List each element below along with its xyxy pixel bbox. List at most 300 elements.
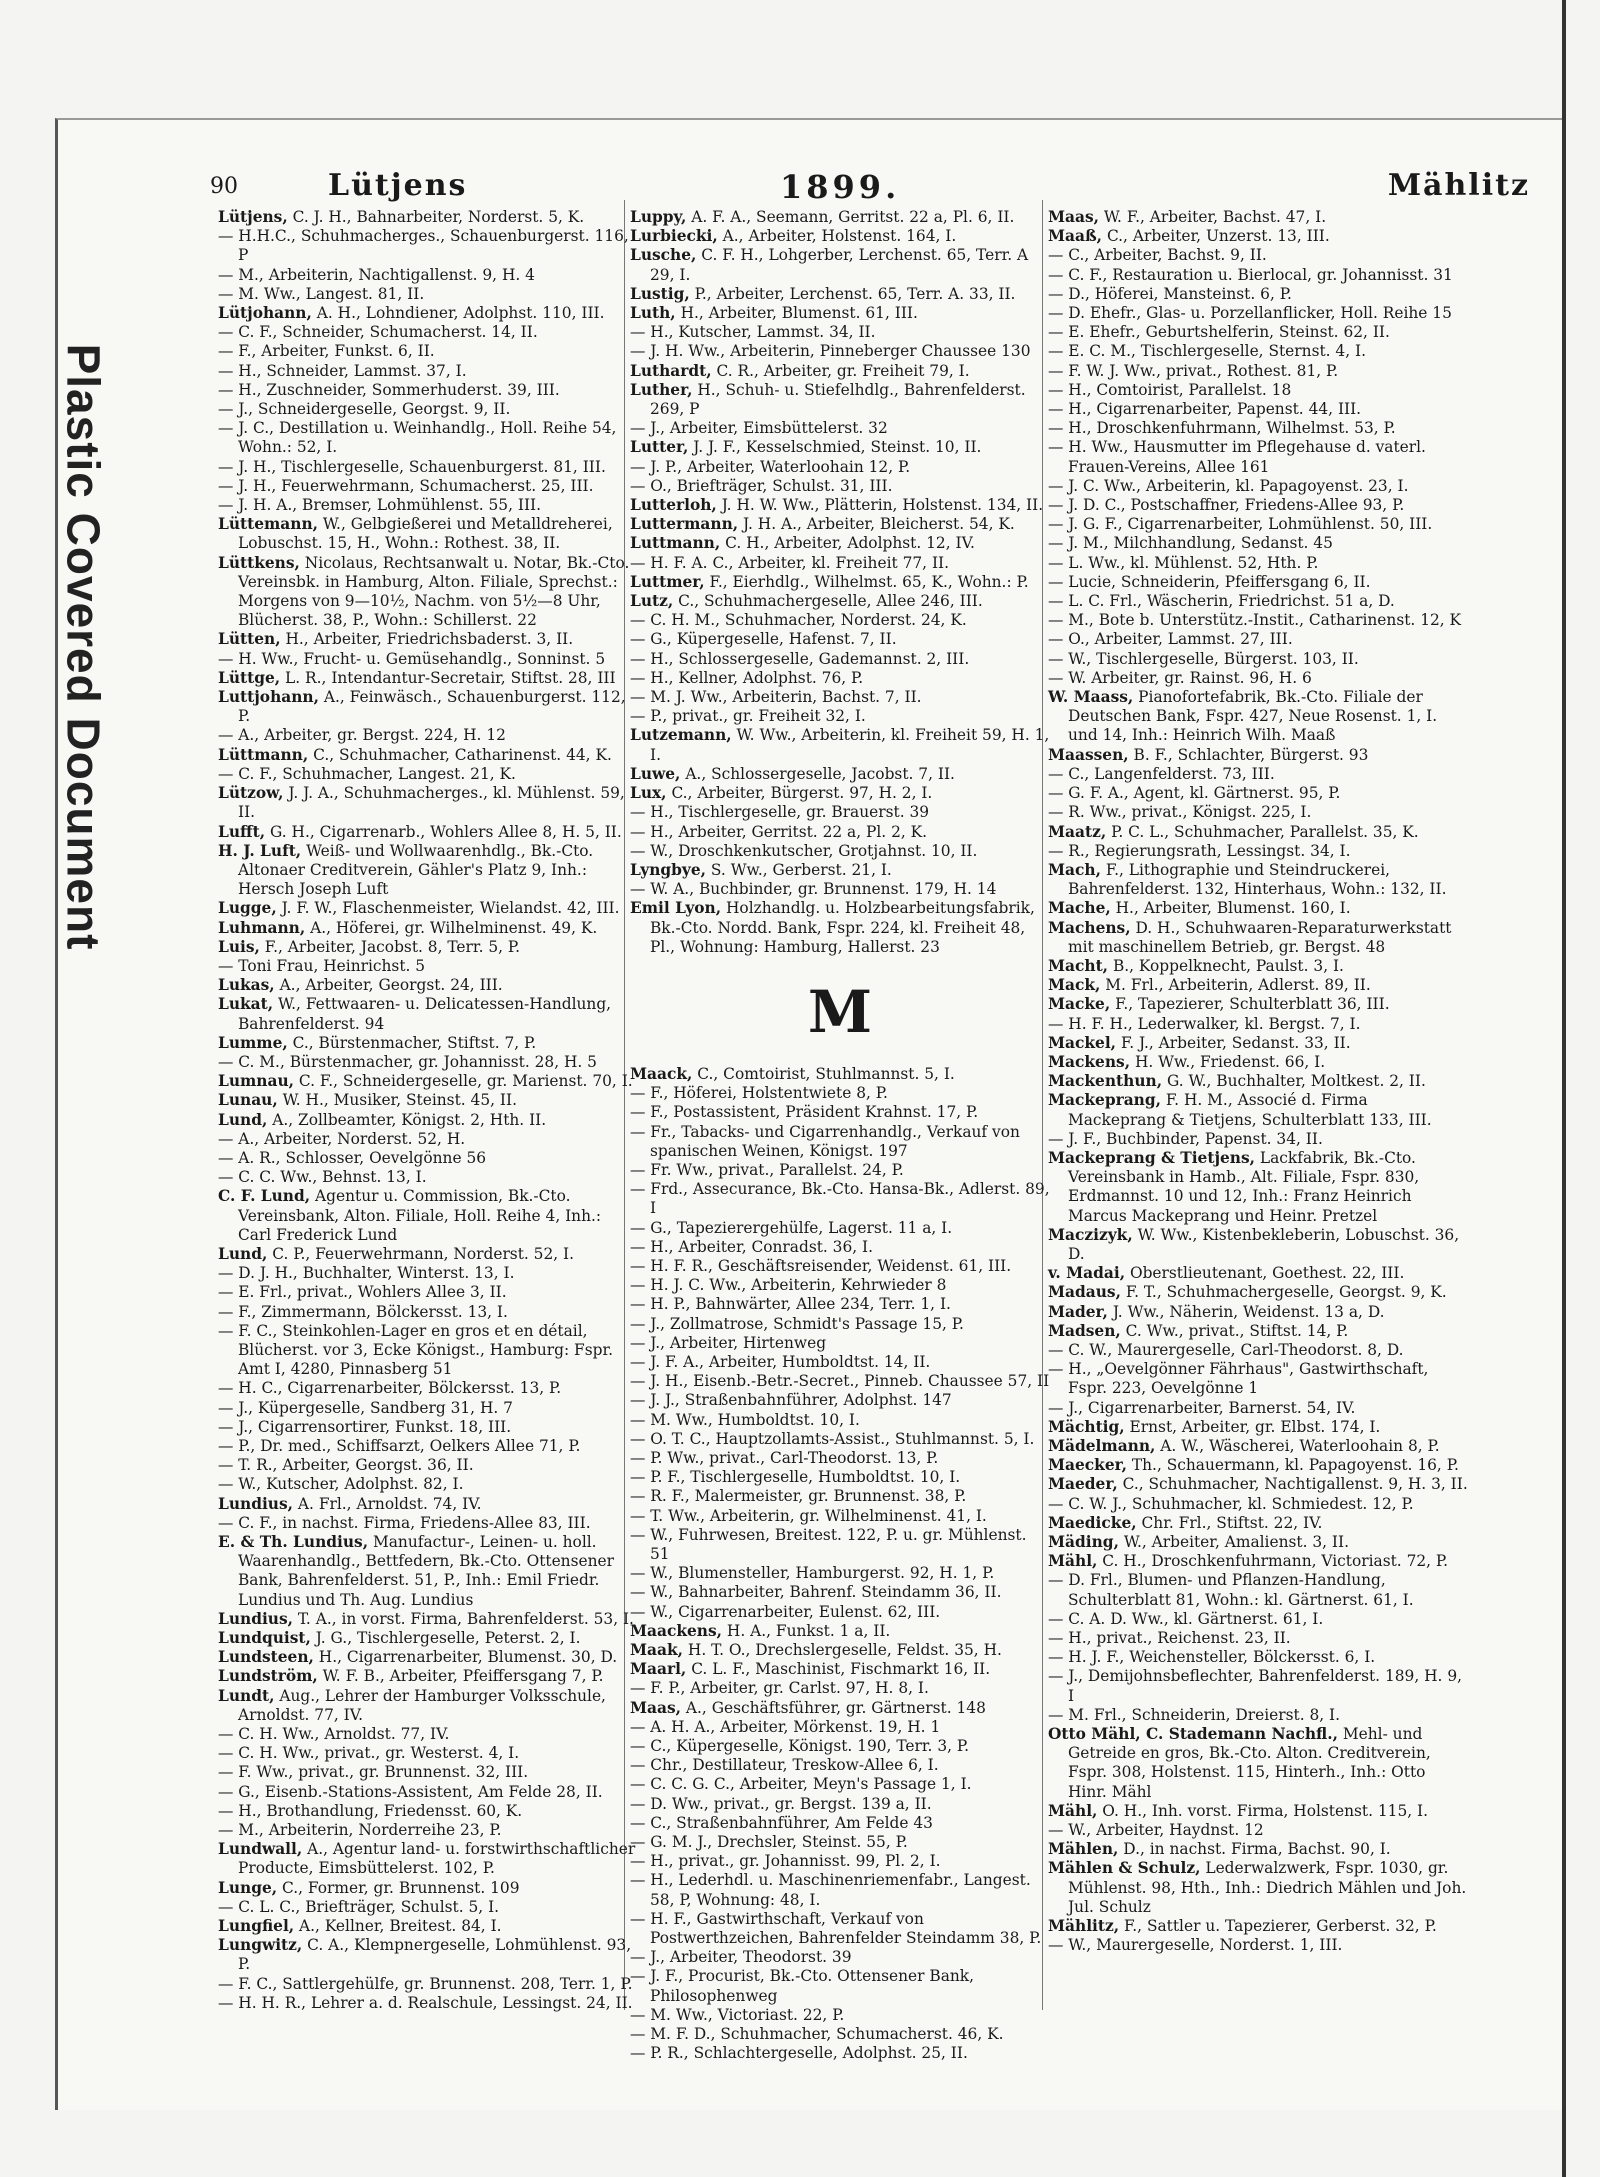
- directory-entry: [630, 1814, 1050, 1833]
- directory-entry: [1048, 1437, 1468, 1456]
- entry-name: Mädelmann,: [1048, 1437, 1156, 1455]
- directory-entry: [1048, 1283, 1468, 1302]
- directory-entry: [630, 342, 1050, 361]
- directory-entry: [218, 362, 638, 381]
- entry-details: Nicolaus, Rechtsanwalt u. Notar, Bk.-Cto. Vereinsbk. in Hamburg, Alton. Filiale, Sprechst.: Morgens von 9—10½, Nachm. von 5½—8 Uhr, Blücherst. 38, P., Wohn.: Schillerst. 22: [238, 553, 630, 630]
- directory-entry: [1048, 1015, 1468, 1034]
- entry-details: C. R., Arbeiter, gr. Freiheit 79, I.: [711, 361, 970, 380]
- entry-details: J. J. A., Schuhmacherges., kl. Mühlenst. 59, II.: [238, 784, 625, 822]
- directory-entry: [630, 515, 1050, 534]
- entry-details: — G. F. A., Agent, kl. Gärtnerst. 95, P.: [1048, 784, 1341, 803]
- entry-details: — C. H. M., Schuhmacher, Norderst. 24, K.: [630, 611, 967, 630]
- entry-details: — W., Droschkenkutscher, Grotjahnst. 10, II.: [630, 841, 978, 860]
- entry-details: — F., Höferei, Holstentwiete 8, P.: [630, 1084, 888, 1103]
- entry-name: Lyngbye,: [630, 860, 707, 879]
- directory-entry: [1048, 515, 1468, 534]
- directory-entry: [1048, 1053, 1468, 1072]
- entry-details: — F., Arbeiter, Funkst. 6, II.: [218, 342, 435, 361]
- entry-details: A. W., Wäscherei, Waterloohain 8, P.: [1155, 1437, 1440, 1455]
- entry-name: Maczizyk,: [1048, 1225, 1133, 1244]
- entry-details: H., Schuh- u. Stiefelhdlg., Bahrenfelderst. 269, P: [650, 380, 1026, 419]
- directory-entry: [1048, 1303, 1468, 1322]
- entry-name: Mächtig,: [1048, 1417, 1125, 1436]
- directory-entry: [630, 1487, 1050, 1506]
- entry-name: v. Madai,: [1048, 1264, 1126, 1283]
- entry-details: C. Ww., privat., Stiftst. 14, P.: [1120, 1321, 1349, 1340]
- entry-details: C., Schuhmacher, Nachtigallenst. 9, H. 3, II.: [1117, 1475, 1468, 1494]
- directory-entry: [218, 554, 638, 631]
- directory-entry: [630, 1833, 1050, 1852]
- entry-details: — H., Kellner, Adolphst. 76, P.: [630, 668, 864, 687]
- directory-entry: [630, 381, 1050, 419]
- directory-entry: [1048, 1418, 1468, 1437]
- entry-details: — T. R., Arbeiter, Georgst. 36, II.: [218, 1456, 474, 1475]
- entry-details: Lackfabrik, Bk.-Cto. Vereinsbank in Hamb., Alt. Filiale, Fspr. 830, Erdmannst. 10 und 12, Inh.: Franz Heinrich Marcus Mackeprang und Heinr. Pretzel: [1068, 1148, 1420, 1225]
- directory-entry: [218, 285, 638, 304]
- directory-entry: [218, 342, 638, 361]
- entry-name: Maak,: [630, 1641, 684, 1660]
- entry-details: F., Tapezierer, Schulterblatt 36, III.: [1110, 995, 1390, 1014]
- entry-details: — J. M., Milchhandlung, Sedanst. 45: [1048, 534, 1333, 553]
- year-heading: 1899.: [780, 168, 901, 206]
- entry-name: Lusche,: [630, 246, 697, 265]
- directory-entry: [1048, 496, 1468, 515]
- directory-entry: [218, 938, 638, 957]
- directory-entry: [218, 1283, 638, 1302]
- directory-entry: [1048, 1859, 1468, 1917]
- directory-entry: [1048, 1072, 1468, 1091]
- directory-entry: [630, 1948, 1050, 1967]
- directory-entry: [630, 650, 1050, 669]
- directory-entry: [630, 362, 1050, 381]
- entry-details: — H., Tischlergeselle, gr. Brauerst. 39: [630, 803, 930, 822]
- page-number: 90: [210, 174, 238, 199]
- directory-entry: [630, 477, 1050, 496]
- directory-entry: [630, 1103, 1050, 1122]
- directory-entry: [630, 1526, 1050, 1564]
- directory-entry: [218, 1456, 638, 1475]
- directory-entry: [218, 1264, 638, 1283]
- directory-entry: [1048, 1571, 1468, 1609]
- entry-details: — J., Zollmatrose, Schmidt's Passage 15, P.: [630, 1314, 964, 1333]
- entry-details: — C. W. J., Schuhmacher, kl. Schmiedest. 12, P.: [1048, 1494, 1414, 1513]
- entry-name: Mackeprang,: [1048, 1091, 1161, 1110]
- entry-details: — Fr., Tabacks- und Cigarrenhandlg., Verkauf von spanischen Weinen, Königst. 197: [630, 1122, 1020, 1160]
- entry-details: — Lucie, Schneiderin, Pfeiffersgang 6, II.: [1048, 572, 1371, 591]
- entry-details: H., Arbeiter, Friedrichsbaderst. 3, II.: [280, 630, 574, 649]
- directory-entry: [218, 1879, 638, 1898]
- entry-details: — J., Küpergeselle, Sandberg 31, H. 7: [218, 1398, 513, 1417]
- entry-name: Mählen,: [1048, 1840, 1119, 1859]
- directory-entry: [218, 1495, 638, 1514]
- entry-details: C., Schuhmacher, Catharinenst. 44, K.: [308, 745, 612, 764]
- directory-entry: [630, 1180, 1050, 1218]
- entry-name: Mäding,: [1048, 1533, 1119, 1552]
- entry-details: F. H. M., Associé d. Firma Mackeprang & Tietjens, Schulterblatt 133, III.: [1068, 1091, 1432, 1129]
- entry-details: — A., Arbeiter, Norderst. 52, H.: [218, 1129, 466, 1148]
- entry-details: — J. H., Tischlergeselle, Schauenburgerst. 81, III.: [218, 457, 606, 476]
- directory-entry: [218, 995, 638, 1033]
- entry-details: — H. P., Bahnwärter, Allee 234, Terr. 1, I.: [630, 1295, 951, 1314]
- entry-details: — C. F., Schuhmacher, Langest. 21, K.: [218, 764, 516, 783]
- entry-details: O. H., Inh. vorst. Firma, Holstenst. 115, I.: [1097, 1801, 1428, 1820]
- entry-name: Mackeprang & Tietjens,: [1048, 1148, 1256, 1167]
- right-headword: Mählitz: [1387, 168, 1530, 203]
- entry-details: H., Cigarrenarbeiter, Blumenst. 30, D.: [313, 1648, 618, 1667]
- entry-details: — C. W., Maurergeselle, Carl-Theodorst. 8, D.: [1048, 1340, 1404, 1359]
- directory-entry: [630, 246, 1050, 284]
- entry-details: F. T., Schuhmachergeselle, Georgst. 9, K.: [1120, 1283, 1447, 1302]
- entry-name: Lugge,: [218, 899, 277, 918]
- entry-name: Lundt,: [218, 1686, 275, 1705]
- directory-entry: [630, 534, 1050, 553]
- directory-entry: [218, 1687, 638, 1725]
- directory-entry: [218, 1629, 638, 1648]
- directory-entry: [630, 554, 1050, 573]
- entry-details: — G., Tapezierergehülfe, Lagerst. 11 a, I.: [630, 1218, 953, 1237]
- directory-entry: [1048, 419, 1468, 438]
- directory-entry: [1048, 304, 1468, 323]
- directory-entry: [1048, 1725, 1468, 1802]
- directory-entry: [630, 1353, 1050, 1372]
- directory-entry: [218, 957, 638, 976]
- directory-entry: [630, 765, 1050, 784]
- directory-entry: [630, 458, 1050, 477]
- directory-entry: [218, 1168, 638, 1187]
- entry-details: B., Koppelknecht, Paulst. 3, I.: [1108, 956, 1344, 975]
- directory-entry: [218, 304, 638, 323]
- entry-details: H. Ww., Friedenst. 66, I.: [1130, 1052, 1326, 1071]
- entry-details: C., Bürstenmacher, Stiftst. 7, P.: [287, 1033, 537, 1052]
- directory-entry: [630, 1257, 1050, 1276]
- entry-details: — Frd., Assecurance, Bk.-Cto. Hansa-Bk., Adlerst. 89, I: [630, 1180, 1050, 1218]
- directory-entry: [1048, 1226, 1468, 1264]
- entry-name: Maas,: [630, 1698, 682, 1717]
- entry-name: Lund,: [218, 1244, 268, 1263]
- directory-entry: [218, 1667, 638, 1686]
- directory-entry: [1048, 1514, 1468, 1533]
- entry-details: — H., Schneider, Lammst. 37, I.: [218, 361, 467, 380]
- entry-name: Macke,: [1048, 995, 1111, 1014]
- entry-details: — O., Briefträger, Schulst. 31, III.: [630, 476, 893, 495]
- entry-name: Mählitz,: [1048, 1917, 1120, 1936]
- entry-details: — C. H. Ww., Arnoldst. 77, IV.: [218, 1725, 450, 1744]
- entry-details: Weiß- und Wollwaarenhdlg., Bk.-Cto. Altonaer Creditverein, Gähler's Platz 9, Inh.: Hersch Joseph Luft: [238, 841, 594, 899]
- directory-entry: [1048, 1629, 1468, 1648]
- directory-entry: [218, 1725, 638, 1744]
- entry-details: A., Schlossergeselle, Jacobst. 7, II.: [680, 764, 955, 783]
- entry-details: — J., Cigarrenarbeiter, Barnerst. 54, IV.: [1048, 1398, 1356, 1417]
- entry-details: A., Zollbeamter, Königst. 2, Hth. II.: [267, 1110, 547, 1129]
- directory-entry: [1048, 1341, 1468, 1360]
- directory-entry: [1048, 1475, 1468, 1494]
- entry-details: Chr. Frl., Stiftst. 22, IV.: [1136, 1513, 1323, 1532]
- directory-entry: [218, 515, 638, 553]
- entry-details: — C. C. Ww., Behnst. 13, I.: [218, 1168, 427, 1187]
- directory-entry: [630, 323, 1050, 342]
- entry-details: — H., „Oevelgönner Fährhaus", Gastwirthschaft, Fspr. 223, Oevelgönne 1: [1048, 1360, 1429, 1398]
- directory-entry: [1048, 1840, 1468, 1859]
- entry-name: Maecker,: [1048, 1456, 1127, 1475]
- entry-details: — E. Ehefr., Geburtshelferin, Steinst. 62, II.: [1048, 323, 1390, 342]
- entry-details: — H. F. H., Lederwalker, kl. Bergst. 7, I.: [1048, 1014, 1361, 1033]
- directory-entry: [218, 1303, 638, 1322]
- entry-details: — W., Arbeiter, Haydnst. 12: [1048, 1821, 1264, 1840]
- entry-details: P. C. L., Schuhmacher, Parallelst. 35, K.: [1106, 822, 1419, 841]
- entry-name: Emil Lyon,: [630, 899, 722, 918]
- entry-details: — H.H.C., Schuhmacherges., Schauenburgerst. 116, P: [218, 227, 629, 265]
- directory-entry: [1048, 208, 1468, 227]
- directory-entry: [218, 1610, 638, 1629]
- directory-entry: [218, 746, 638, 765]
- entry-name: Lüttmann,: [218, 745, 309, 764]
- directory-entry: [218, 1475, 638, 1494]
- entry-details: — F. C., Sattlergehülfe, gr. Brunnenst. 208, Terr. 1, P.: [218, 1974, 633, 1993]
- directory-entry: [218, 1399, 638, 1418]
- directory-entry: [630, 1660, 1050, 1679]
- entry-details: — C. F., Restauration u. Bierlocal, gr. Johannisst. 31: [1048, 265, 1453, 284]
- entry-details: — F. W. J. Ww., privat., Rothest. 81, P.: [1048, 361, 1339, 380]
- directory-entry: [630, 1910, 1050, 1948]
- entry-name: Lunau,: [218, 1091, 278, 1110]
- directory-entry: [630, 1756, 1050, 1775]
- entry-details: — D. Frl., Blumen- und Pflanzen-Handlung, Schulterblatt 81, Wohn.: kl. Gärtnerst. 61, I.: [1048, 1571, 1414, 1609]
- entry-name: Lütten,: [218, 630, 281, 649]
- entry-details: A. F. A., Seemann, Gerritst. 22 a, Pl. 6, II.: [686, 208, 1015, 226]
- entry-details: W. H., Musiker, Steinst. 45, II.: [277, 1091, 517, 1110]
- directory-entry: [630, 1468, 1050, 1487]
- entry-details: — W. Arbeiter, gr. Rainst. 96, H. 6: [1048, 668, 1312, 687]
- entry-details: W. F. B., Arbeiter, Pfeiffersgang 7, P.: [317, 1667, 604, 1686]
- entry-details: — C. F., Schneider, Schumacherst. 14, II.: [218, 323, 538, 342]
- entry-name: Lundius,: [218, 1494, 294, 1513]
- entry-name: Mackens,: [1048, 1052, 1131, 1071]
- entry-details: — R., Regierungsrath, Lessingst. 34, I.: [1048, 841, 1351, 860]
- directory-entry: [1048, 650, 1468, 669]
- directory-entry: [218, 266, 638, 285]
- entry-details: — J. P., Arbeiter, Waterloohain 12, P.: [630, 457, 911, 476]
- entry-name: Mach,: [1048, 860, 1101, 879]
- entry-name: Lungwitz,: [218, 1936, 303, 1955]
- entry-name: Lüttkens,: [218, 553, 300, 572]
- entry-details: — W., Cigarrenarbeiter, Eulenst. 62, III.: [630, 1602, 941, 1621]
- entry-details: H., Arbeiter, Blumenst. 160, I.: [1110, 899, 1351, 918]
- entry-details: — F. P., Arbeiter, gr. Carlst. 97, H. 8, I.: [630, 1679, 929, 1698]
- entry-name: Lukas,: [218, 976, 275, 995]
- entry-details: Pianofortefabrik, Bk.-Cto. Filiale der Deutschen Bank, Fspr. 427, Neue Rosenst. 1, I. und 14, Inh.: Heinrich Wilh. Maaß: [1068, 688, 1438, 745]
- directory-entry: [1048, 554, 1468, 573]
- entry-details: C., Former, gr. Brunnenst. 109: [277, 1878, 520, 1897]
- entry-details: — C. A. D. Ww., kl. Gärtnerst. 61, I.: [1048, 1609, 1324, 1628]
- entry-details: — C. M., Bürstenmacher, gr. Johannisst. 28, H. 5: [218, 1052, 597, 1071]
- entry-details: J. G., Tischlergeselle, Peterst. 2, I.: [310, 1629, 581, 1648]
- entry-name: Maeder,: [1048, 1475, 1118, 1494]
- entry-details: C. L. F., Maschinist, Fischmarkt 16, II.: [686, 1660, 991, 1679]
- directory-entry: [630, 285, 1050, 304]
- directory-entry: [218, 323, 638, 342]
- entry-details: — J., Arbeiter, Hirtenweg: [630, 1333, 827, 1352]
- directory-entry: [1048, 1495, 1468, 1514]
- entry-name: Maackens,: [630, 1621, 723, 1640]
- entry-details: — H., Lederhdl. u. Maschinenriemenfabr., Langest. 58, P, Wohnung: 48, I.: [630, 1871, 1031, 1909]
- entry-name: Luhmann,: [218, 918, 306, 937]
- entry-details: — J., Cigarrensortirer, Funkst. 18, III.: [218, 1417, 512, 1436]
- directory-entry: [218, 1130, 638, 1149]
- entry-details: — W., Fuhrwesen, Breitest. 122, P. u. gr. Mühlenst. 51: [630, 1525, 1027, 1563]
- directory-entry: [1048, 592, 1468, 611]
- directory-entry: [630, 1123, 1050, 1161]
- entry-details: — L. Ww., kl. Mühlenst. 52, Hth. P.: [1048, 553, 1319, 572]
- entry-details: — H. J. C. Ww., Arbeiterin, Kehrwieder 8: [630, 1276, 947, 1295]
- directory-entry: [218, 1763, 638, 1782]
- directory-entry: [630, 1315, 1050, 1334]
- entry-details: — H. F. R., Geschäftsreisender, Weidenst. 61, III.: [630, 1256, 1012, 1275]
- directory-entry: [218, 1533, 638, 1610]
- entry-details: W., Fettwaaren- u. Delicatessen-Handlung, Bahrenfelderst. 94: [238, 995, 612, 1033]
- directory-entry: [630, 1718, 1050, 1737]
- entry-name: Lundström,: [218, 1667, 318, 1686]
- directory-entry: [1048, 803, 1468, 822]
- entry-details: — G. M. J., Drechsler, Steinst. 55, P.: [630, 1833, 908, 1852]
- entry-details: — L. C. Frl., Wäscherin, Friedrichst. 51 a, D.: [1048, 592, 1395, 611]
- entry-details: — H., Cigarrenarbeiter, Papenst. 44, III.: [1048, 400, 1362, 419]
- entry-details: — E. C. M., Tischlergeselle, Sternst. 4, I.: [1048, 342, 1366, 361]
- entry-details: J. H. W. Ww., Plätterin, Holstenst. 134, II.: [716, 496, 1044, 515]
- directory-entry: [1048, 1130, 1468, 1149]
- entry-details: A., Arbeiter, Holstenst. 164, I.: [717, 227, 957, 246]
- entry-details: — M. Frl., Schneiderin, Dreierst. 8, I.: [1048, 1705, 1341, 1724]
- entry-details: F., Lithographie und Steindruckerei, Bahrenfelderst. 132, Hinterhaus, Wohn.: 132, II.: [1068, 860, 1447, 899]
- directory-entry: [1048, 1936, 1468, 1955]
- entry-details: — P., privat., gr. Freiheit 32, I.: [630, 707, 866, 726]
- entry-details: C., Arbeiter, Unzerst. 13, III.: [1102, 227, 1330, 246]
- directory-entry: [630, 707, 1050, 726]
- entry-name: Lunge,: [218, 1878, 278, 1897]
- entry-details: — W., Kutscher, Adolphst. 82, I.: [218, 1475, 464, 1494]
- entry-details: — H., Comtoirist, Parallelst. 18: [1048, 380, 1292, 399]
- directory-entry: [218, 1744, 638, 1763]
- entry-details: — J. J., Straßenbahnführer, Adolphst. 147: [630, 1391, 952, 1410]
- entry-details: W., Arbeiter, Amalienst. 3, II.: [1118, 1533, 1349, 1552]
- entry-details: J. J. F., Kesselschmied, Steinst. 10, II.: [688, 438, 982, 457]
- directory-entry: [1048, 823, 1468, 842]
- entry-details: — H. Ww., Hausmutter im Pflegehause d. vaterl. Frauen-Vereins, Allee 161: [1048, 438, 1426, 476]
- directory-entry: [1048, 688, 1468, 746]
- directory-entry: [218, 1245, 638, 1264]
- directory-entry: [1048, 1360, 1468, 1398]
- directory-entry: [1048, 362, 1468, 381]
- entry-name: Madaus,: [1048, 1283, 1121, 1302]
- entry-name: E. & Th. Lundius,: [218, 1533, 369, 1552]
- entry-details: — J. H. Ww., Arbeiterin, Pinneberger Chaussee 130: [630, 342, 1031, 361]
- directory-entry: [218, 1149, 638, 1168]
- directory-entry: [630, 227, 1050, 246]
- entry-details: H., Arbeiter, Blumenst. 61, III.: [675, 304, 918, 323]
- directory-entry: [218, 1917, 638, 1936]
- entry-name: Mählen & Schulz,: [1048, 1859, 1201, 1878]
- directory-entry: [630, 2044, 1050, 2063]
- directory-entry: [630, 1084, 1050, 1103]
- entry-name: Luwe,: [630, 764, 681, 783]
- directory-entry: [630, 1065, 1050, 1084]
- directory-entry: [218, 1053, 638, 1072]
- entry-details: G. W., Buchhalter, Moltkest. 2, II.: [1162, 1072, 1426, 1091]
- entry-details: — P. F., Tischlergeselle, Humboldtst. 10, I.: [630, 1468, 961, 1487]
- directory-entry: [630, 1391, 1050, 1410]
- directory-entry: [630, 1737, 1050, 1756]
- entry-details: C., Arbeiter, Bürgerst. 97, H. 2, I.: [666, 784, 933, 803]
- directory-entry: [630, 1295, 1050, 1314]
- entry-name: Lutz,: [630, 592, 674, 611]
- page-header: [210, 168, 1530, 208]
- entry-details: C. A., Klempnergeselle, Lohmühlenst. 93, P.: [238, 1936, 632, 1974]
- directory-entry: [218, 784, 638, 822]
- entry-details: — J. F., Buchbinder, Papenst. 34, II.: [1048, 1129, 1323, 1148]
- entry-name: Lutzemann,: [630, 726, 732, 745]
- directory-entry: [218, 496, 638, 515]
- entry-name: H. J. Luft,: [218, 841, 302, 860]
- directory-entry: [630, 1372, 1050, 1391]
- directory-entry: [1048, 400, 1468, 419]
- directory-entry: [1048, 1821, 1468, 1840]
- entry-name: Lüttemann,: [218, 515, 319, 534]
- directory-entry: [630, 1411, 1050, 1430]
- entry-details: — D. J. H., Buchhalter, Winterst. 13, I.: [218, 1264, 515, 1283]
- directory-entry: [630, 1238, 1050, 1257]
- entry-details: — F., Zimmermann, Bölckersst. 13, I.: [218, 1302, 508, 1321]
- entry-details: C. P., Feuerwehrmann, Norderst. 52, I.: [267, 1244, 575, 1263]
- directory-entry: [630, 823, 1050, 842]
- directory-entry: [218, 1821, 638, 1840]
- entry-details: Oberstlieutenant, Goethest. 22, III.: [1125, 1264, 1405, 1283]
- directory-entry: [1048, 1264, 1468, 1283]
- entry-details: — J. H., Eisenb.-Betr.-Secret., Pinneb. Chaussee 57, II: [630, 1372, 1050, 1391]
- entry-details: — W., Bahnarbeiter, Bahrenf. Steindamm 36, II.: [630, 1583, 1002, 1602]
- directory-entry: [218, 1840, 638, 1878]
- directory-entry: [218, 227, 638, 265]
- entry-details: Agentur u. Commission, Bk.-Cto. Vereinsbank, Alton. Filiale, Holl. Reihe 4, Inh.: Carl Frederick Lund: [238, 1187, 602, 1244]
- directory-entry: [630, 1334, 1050, 1353]
- directory-entry: [218, 1091, 638, 1110]
- directory-entry: [218, 1437, 638, 1456]
- directory-entry: [630, 1161, 1050, 1180]
- entry-details: C. J. H., Bahnarbeiter, Norderst. 5, K.: [287, 208, 585, 226]
- page-edge: [1562, 0, 1566, 2177]
- entry-details: — J., Arbeiter, Eimsbüttelerst. 32: [630, 419, 888, 438]
- entry-details: T. A., in vorst. Firma, Bahrenfelderst. 53, I.: [293, 1609, 634, 1628]
- entry-details: — H., Droschkenfuhrmann, Wilhelmst. 53, P.: [1048, 419, 1396, 438]
- entry-details: — M. F. D., Schuhmacher, Schumacherst. 46, K.: [630, 2025, 1004, 2044]
- entry-details: W. Ww., Arbeiterin, kl. Freiheit 59, H. 1, I.: [650, 726, 1050, 764]
- directory-entry: [1048, 323, 1468, 342]
- entry-details: — C. H. Ww., privat., gr. Westerst. 4, I.: [218, 1744, 520, 1763]
- entry-name: Mähl,: [1048, 1801, 1098, 1820]
- entry-name: Lützow,: [218, 784, 284, 803]
- entry-details: F., Eierhdlg., Wilhelmst. 65, K., Wohn.: P.: [704, 572, 1029, 591]
- entry-details: — Toni Frau, Heinrichst. 5: [218, 956, 426, 975]
- directory-entry: [1048, 1034, 1468, 1053]
- directory-entry: [630, 1775, 1050, 1794]
- directory-entry: [1048, 1456, 1468, 1475]
- entry-name: Lütjens,: [218, 208, 288, 226]
- entry-name: Macht,: [1048, 956, 1109, 975]
- entry-name: Luttjohann,: [218, 688, 319, 707]
- entry-name: Luther,: [630, 380, 693, 399]
- entry-details: A., Kellner, Breitest. 84, I.: [294, 1917, 502, 1936]
- entry-details: Th., Schauermann, kl. Papagoyenst. 16, P.: [1126, 1456, 1459, 1475]
- directory-entry: [1048, 1533, 1468, 1552]
- entry-details: W. F., Arbeiter, Bachst. 47, I.: [1099, 208, 1327, 226]
